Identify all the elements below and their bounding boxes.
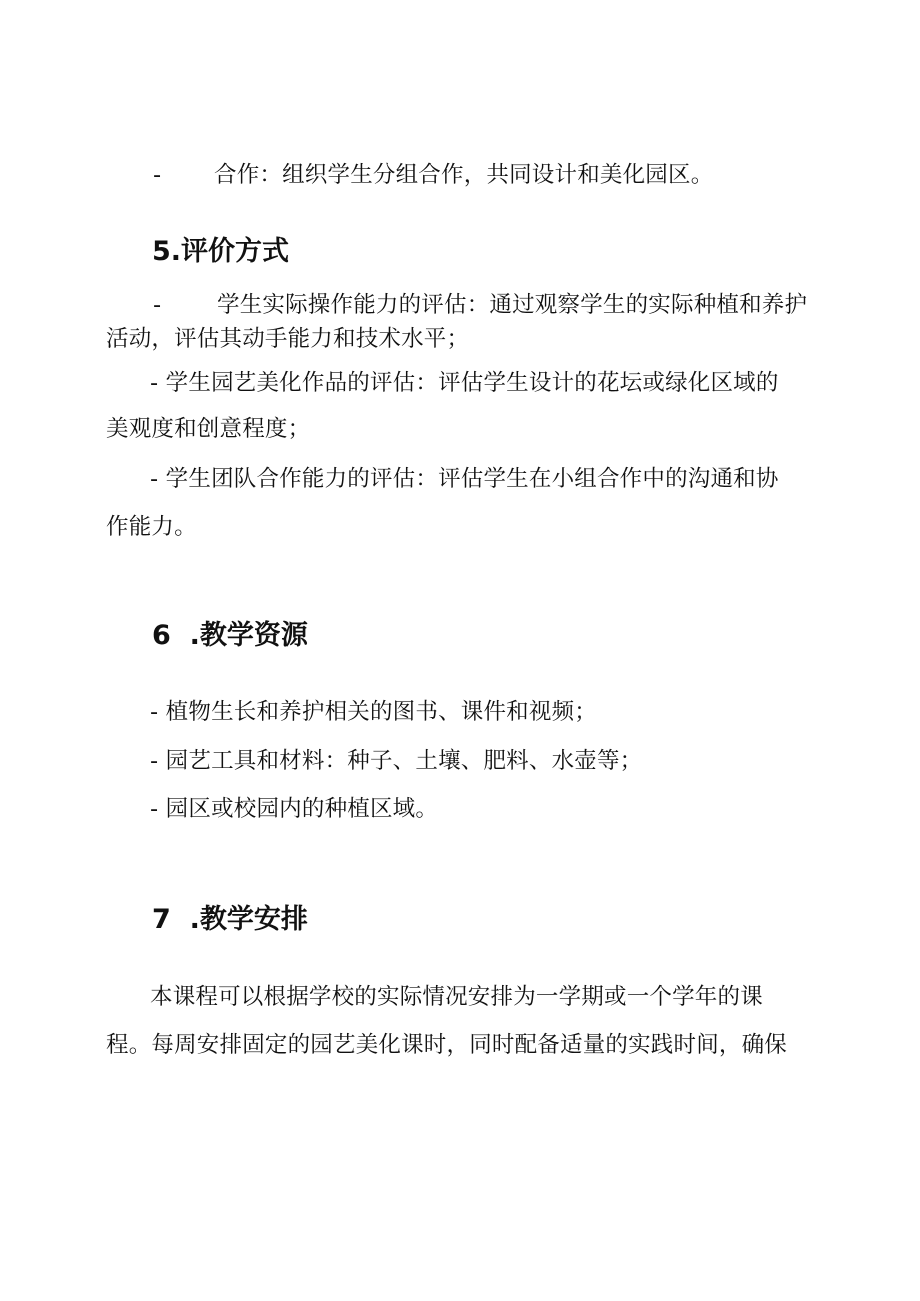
list-item-teamwork-line2: 作能力。 bbox=[106, 514, 197, 540]
list-item-cooperation: 合作：组织学生分组合作，共同设计和美化园区。 bbox=[214, 162, 714, 188]
paragraph-schedule-line2: 程。每周安排固定的园艺美化课时，同时配备适量的实践时间，确保 bbox=[106, 1032, 788, 1058]
section-heading-resources: 6 .教学资源 bbox=[152, 620, 308, 651]
list-dash: - bbox=[153, 292, 162, 318]
section-heading-evaluation: 5.评价方式 bbox=[152, 236, 290, 267]
list-item-books: - 植物生长和养护相关的图书、课件和视频； bbox=[150, 699, 597, 725]
list-item-operation-skill-line1: 学生实际操作能力的评估：通过观察学生的实际种植和养护 bbox=[217, 292, 808, 318]
list-item-planting-area: - 园区或校园内的种植区域。 bbox=[150, 796, 439, 822]
list-item-operation-skill-line2: 活动，评估其动手能力和技术水平； bbox=[106, 326, 470, 352]
list-item-tools: - 园艺工具和材料：种子、土壤、肥料、水壶等； bbox=[150, 748, 643, 774]
list-dash: - bbox=[153, 162, 162, 188]
list-item-teamwork-line1: - 学生团队合作能力的评估：评估学生在小组合作中的沟通和协 bbox=[150, 466, 779, 492]
section-heading-schedule: 7 .教学安排 bbox=[152, 904, 308, 935]
list-item-artwork-line1: - 学生园艺美化作品的评估：评估学生设计的花坛或绿化区域的 bbox=[150, 370, 779, 396]
paragraph-schedule-line1: 本课程可以根据学校的实际情况安排为一学期或一个学年的课 bbox=[150, 984, 763, 1010]
list-item-artwork-line2: 美观度和创意程度； bbox=[106, 416, 311, 442]
